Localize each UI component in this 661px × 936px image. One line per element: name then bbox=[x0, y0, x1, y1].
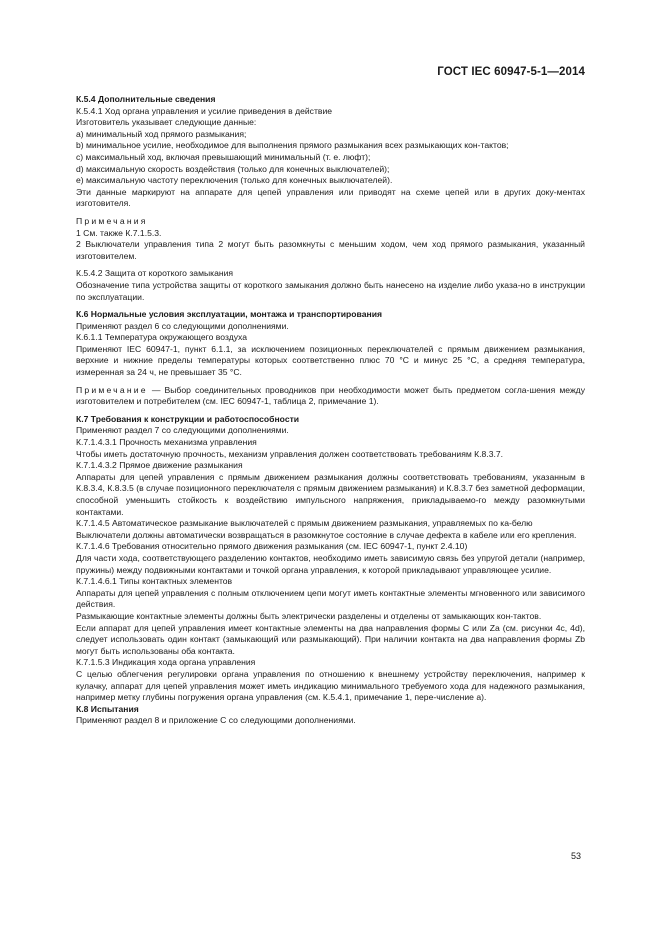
paragraph: Примечание — Выбор соединительных проводников при необходимости может быть предметом согла-шения между изготовителем и потребителем (см. IEC 60947-1, таблица 2, примечание 1). bbox=[76, 384, 585, 407]
paragraph: К.6.1.1 Температура окружающего воздуха bbox=[76, 332, 247, 343]
paragraph: Изготовитель указывает следующие данные: bbox=[76, 117, 257, 128]
section-heading: К.8 Испытания bbox=[76, 703, 139, 714]
paragraph: 1 См. также К.7.1.5.3. bbox=[76, 227, 162, 238]
document-header: ГОСТ IEC 60947-5-1—2014 bbox=[437, 66, 585, 78]
paragraph: b) минимальное усилие, необходимое для выполнения прямого размыкания всех размыкающих кон-тактов; bbox=[76, 140, 509, 151]
paragraph: d) максимальную скорость воздействия (только для конечных выключателей); bbox=[76, 163, 390, 174]
paragraph: е) максимальную частоту переключения (только для конечных выключателей). bbox=[76, 175, 393, 186]
paragraph: Чтобы иметь достаточную прочность, механизм управления должен соответствовать требованиям К.8.3.7. bbox=[76, 448, 504, 459]
paragraph: К.5.4.2 Защита от короткого замыкания bbox=[76, 268, 234, 279]
paragraph: К.7.1.4.3.1 Прочность механизма управления bbox=[76, 437, 257, 448]
paragraph: Обозначение типа устройства защиты от короткого замыкания должно быть нанесено на изделие либо указа-но в инструкции по эксплуатации. bbox=[76, 279, 585, 302]
paragraph: К.7.1.4.6 Требования относительно прямого движения размыкания (см. IEC 60947-1, пункт 2.4.10) bbox=[76, 541, 468, 552]
document-body bbox=[76, 94, 585, 727]
paragraph: С целью облегчения регулировки органа управления по отношению к внешнему устройству переключения, например к кулачку, аппарат для цепей управления может иметь индикацию минимального требуемого хода для надежного размыкания, например метку глубины погружения органа управления (см. К.5.4.1, примечание 1, пере-числение а). bbox=[76, 668, 585, 703]
paragraph: К.7.1.4.3.2 Прямое движение размыкания bbox=[76, 460, 243, 471]
section-heading: К.7 Требования к конструкции и работоспособности bbox=[76, 413, 300, 424]
paragraph: Эти данные маркируют на аппарате для цепей управления или приводят на схеме цепей или в других доку-ментах изготовителя. bbox=[76, 186, 585, 209]
paragraph: К.7.1.4.6.1 Типы контактных элементов bbox=[76, 576, 233, 587]
section-heading: К.5.4 Дополнительные сведения bbox=[76, 94, 216, 104]
section-heading: К.6 Нормальные условия эксплуатации, монтажа и транспортирования bbox=[76, 309, 382, 320]
paragraph: Применяют раздел 7 со следующими дополнениями. bbox=[76, 425, 289, 436]
paragraph: Выключатели должны автоматически возвращаться в разомкнутое состояние в случае дефекта в кабеле или его крепления. bbox=[76, 529, 577, 540]
paragraph: Размыкающие контактные элементы должны быть электрически разделены и отделены от замыкающих кон-тактов. bbox=[76, 610, 542, 621]
paragraph: Если аппарат для цепей управления имеет контактные элементы на два направления формы С или Zа (см. рисунки 4с, 4d), следует использовать один контакт (замыкающий или размыкающий). При наличии контакта на два направления формы Zb могут быть использованы оба контакта. bbox=[76, 622, 585, 656]
page-number: 53 bbox=[570, 851, 581, 861]
paragraph: К.7.1.4.5 Автоматическое размыкание выключателей с прямым движением размыкания, управляемых по ка-белю bbox=[76, 518, 533, 529]
paragraph: Аппараты для цепей управления с полным отключением цепи могут иметь контактные элементы мгновенного или зависимого действия. bbox=[76, 587, 585, 610]
paragraph: 2 Выключатели управления типа 2 могут быть разомкнуты с меньшим ходом, чем ход прямого размыкания, указанный изготовителем. bbox=[76, 239, 585, 261]
paragraph: К.5.4.1 Ход органа управления и усилие приведения в действие bbox=[76, 105, 333, 116]
paragraph: Для части хода, соответствующего разделению контактов, необходимо иметь зависимую связь без упругой детали (например, пружины) между подвижными контактами и точкой органа управления, к которой прикладывают управляющее усилие. bbox=[76, 552, 585, 575]
paragraph: Применяют IEC 60947-1, пункт 6.1.1, за исключением позиционных переключателей с прямым движением размыкания, верхние и нижние пределы температуры которых соответственно плюс 70 °С и минус 25 °С, а средняя температура, измеренная за 24 ч, не превышает 35 °С. bbox=[76, 343, 585, 378]
paragraph: а) минимальный ход прямого размыкания; bbox=[76, 128, 247, 139]
paragraph: Применяют раздел 8 и приложение С со следующими дополнениями. bbox=[76, 715, 356, 726]
paragraph: с) максимальный ход, включая превышающий минимальный (т. е. люфт); bbox=[76, 151, 371, 162]
paragraph: Примечания bbox=[76, 215, 148, 226]
paragraph: Аппараты для цепей управления с прямым движением размыкания должны соответствовать требованиям, указанным в К.8.3.4, К.8.3.5 (в случае позиционного переключателя с прямым движением размыкания) и К.8.3.7 без заметной деформации, способной уменьшить стойкость к воздействию импульсного напряжения, прикладываемо-го между разомкнутыми контактами. bbox=[76, 471, 585, 517]
paragraph: Применяют раздел 6 со следующими дополнениями. bbox=[76, 320, 289, 331]
paragraph: К.7.1.5.3 Индикация хода органа управления bbox=[76, 657, 256, 668]
